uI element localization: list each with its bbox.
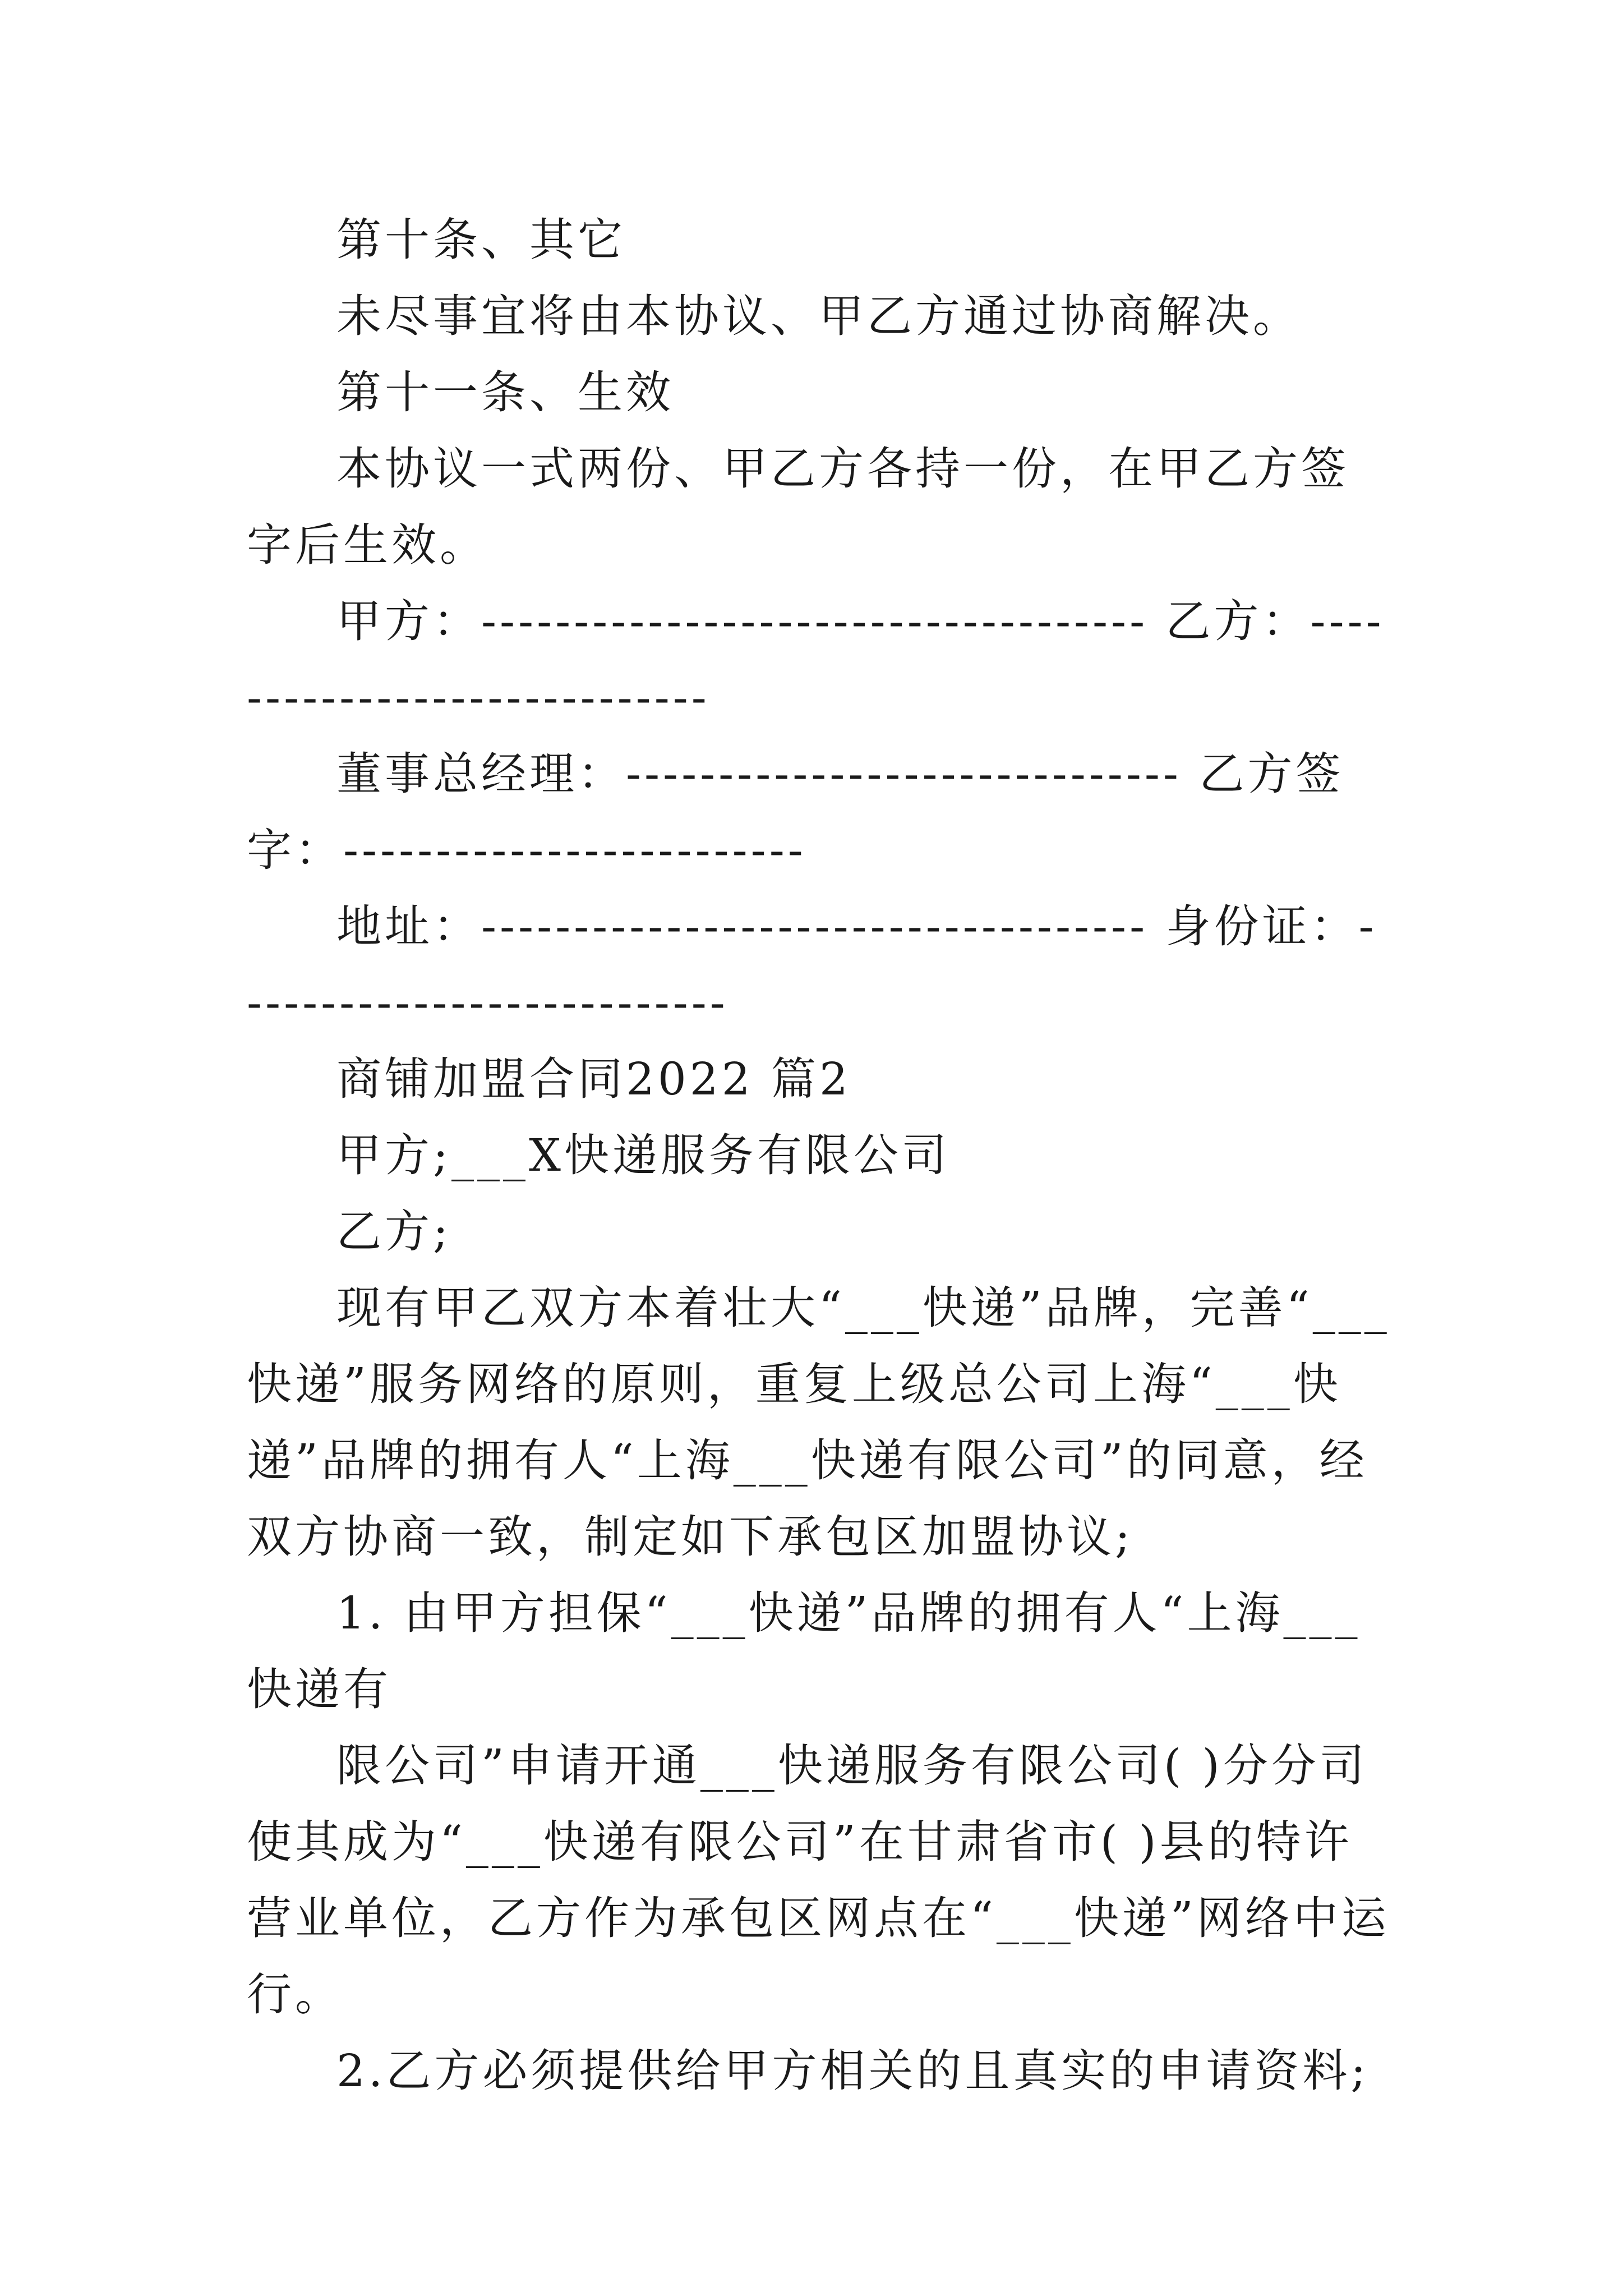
section-10-heading: 第十条、其它 xyxy=(336,214,626,266)
part-2-intro: 现有甲乙双方本着壮大“___快递”品牌，完善“___快递”服务网络的原则，重复上级总公司上海“___快递”品牌的拥有人“上海___快递有限公司”的同意，经双方协商一致，制定如下承包区加盟协议; xyxy=(247,1282,1390,1563)
signature-manager-line: 董事总经理：------------------------------ 乙方签字：------------------------- xyxy=(247,748,1344,876)
item-1-line-2: 限公司”申请开通___快递服务有限公司( )分分司使其成为“___快递有限公司”在甘肃省市( )县的特许营业单位，乙方作为承包区网点在“___快递”网络中运行。 xyxy=(247,1740,1390,2021)
section-11-text: 本协议一式两份、甲乙方各持一份，在甲乙方签字后生效。 xyxy=(247,443,1349,571)
section-10-text: 未尽事宜将由本协议、甲乙方通过协商解决。 xyxy=(336,290,1301,342)
part-2-title: 商铺加盟合同2022 篇2 xyxy=(336,1053,851,1105)
item-2: 2.乙方必须提供给甲方相关的且真实的申请资料; xyxy=(336,2045,1370,2097)
item-1-line-1: 1. 由甲方担保“___快递”品牌的拥有人“上海___快递有 xyxy=(247,1587,1361,1715)
part-2-party-a: 甲方;___X快递服务有限公司 xyxy=(336,1129,950,1181)
part-2-party-b: 乙方; xyxy=(336,1205,451,1258)
signature-party-line: 甲方：------------------------------------ 乙方：----------------------------- xyxy=(247,595,1385,724)
document-body xyxy=(247,202,1391,2109)
signature-block xyxy=(247,583,1391,1041)
signature-address-line: 地址：------------------------------------ 身份证：--------------------------- xyxy=(247,900,1377,1029)
section-11-heading: 第十一条、生效 xyxy=(336,366,674,418)
